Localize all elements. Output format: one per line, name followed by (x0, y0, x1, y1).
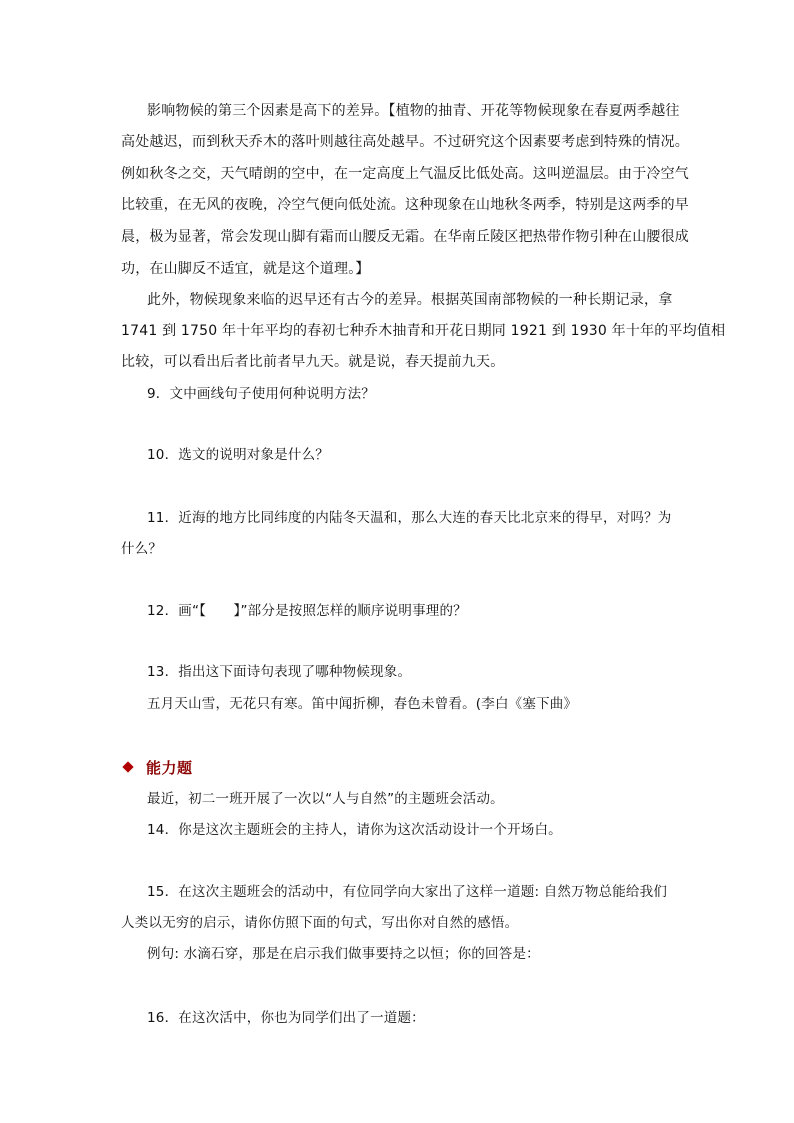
diamond-bullet-icon (122, 761, 133, 772)
question-9: 9．文中画线句子使用何种说明方法？ (147, 386, 375, 402)
passage-line: 例如秋冬之交，天气晴朗的空中，在一定高度上气温反比低处高。这叫逆温层。由于冷空气 (121, 166, 689, 182)
question-15-example: 例句: 水滴石穿，那是在启示我们做事要持之以恒；你的回答是： (147, 946, 540, 962)
question-12: 12．画“【 】”部分是按照怎样的顺序说明事理的？ (147, 603, 467, 619)
question-13-poem: 五月天山雪，无花只有寒。笛中闻折柳，春色未曾看。(李白《塞下曲》 (147, 696, 578, 712)
passage-line: 比较，可以看出后者比前者早九天。就是说，春天提前九天。 (121, 354, 505, 370)
section-heading-text: 能力题 (146, 758, 193, 777)
question-13: 13．指出这下面诗句表现了哪种物候现象。 (147, 664, 412, 680)
passage-line: 此外，物候现象来临的迟早还有古今的差异。根据英国南部物候的一种长期记录，拿 (147, 292, 673, 308)
question-11: 11．近海的地方比同纬度的内陆冬天温和，那么大连的春天比北京来的得早，对吗？为 (147, 510, 672, 526)
passage-line: 晨，极为显著，常会发现山脚有霜而山腰反无霜。在华南丘陵区把热带作物引种在山腰很成 (121, 229, 689, 245)
question-15-cont: 人类以无穷的启示，请你仿照下面的句式，写出你对自然的感悟。 (121, 915, 519, 931)
passage-line: 比较重，在无风的夜晚，冷空气便向低处流。这种现象在山地秋冬两季，特别是这两季的早 (121, 197, 689, 213)
question-16: 16．在这次活中，你也为同学们出了一道题： (147, 1010, 425, 1026)
section-heading (122, 756, 193, 778)
section-intro: 最近，初二一班开展了一次以“人与自然”的主题班会活动。 (147, 791, 504, 807)
question-15: 15．在这次主题班会的活动中，有位同学向大家出了这样一道题: 自然万物总能给我们 (147, 884, 668, 900)
passage-line: 1741 到 1750 年十年平均的春初七种乔木抽青和开花日期同 1921 到 1930 年十年的平均值相 (121, 323, 726, 339)
passage-line: 高处越迟，而到秋天乔木的落叶则越往高处越早。不过研究这个因素要考虑到特殊的情况。 (121, 134, 689, 150)
passage-line: 功，在山脚反不适宜，就是这个道理。】 (121, 261, 370, 277)
passage-line: 影响物候的第三个因素是高下的差异。【植物的抽青、开花等物候现象在春夏两季越往 (147, 103, 680, 119)
question-11-cont: 什么？ (121, 541, 163, 557)
question-10: 10．选文的说明对象是什么？ (147, 447, 329, 463)
question-14: 14．你是这次主题班会的主持人，请你为这次活动设计一个开场白。 (147, 822, 562, 838)
